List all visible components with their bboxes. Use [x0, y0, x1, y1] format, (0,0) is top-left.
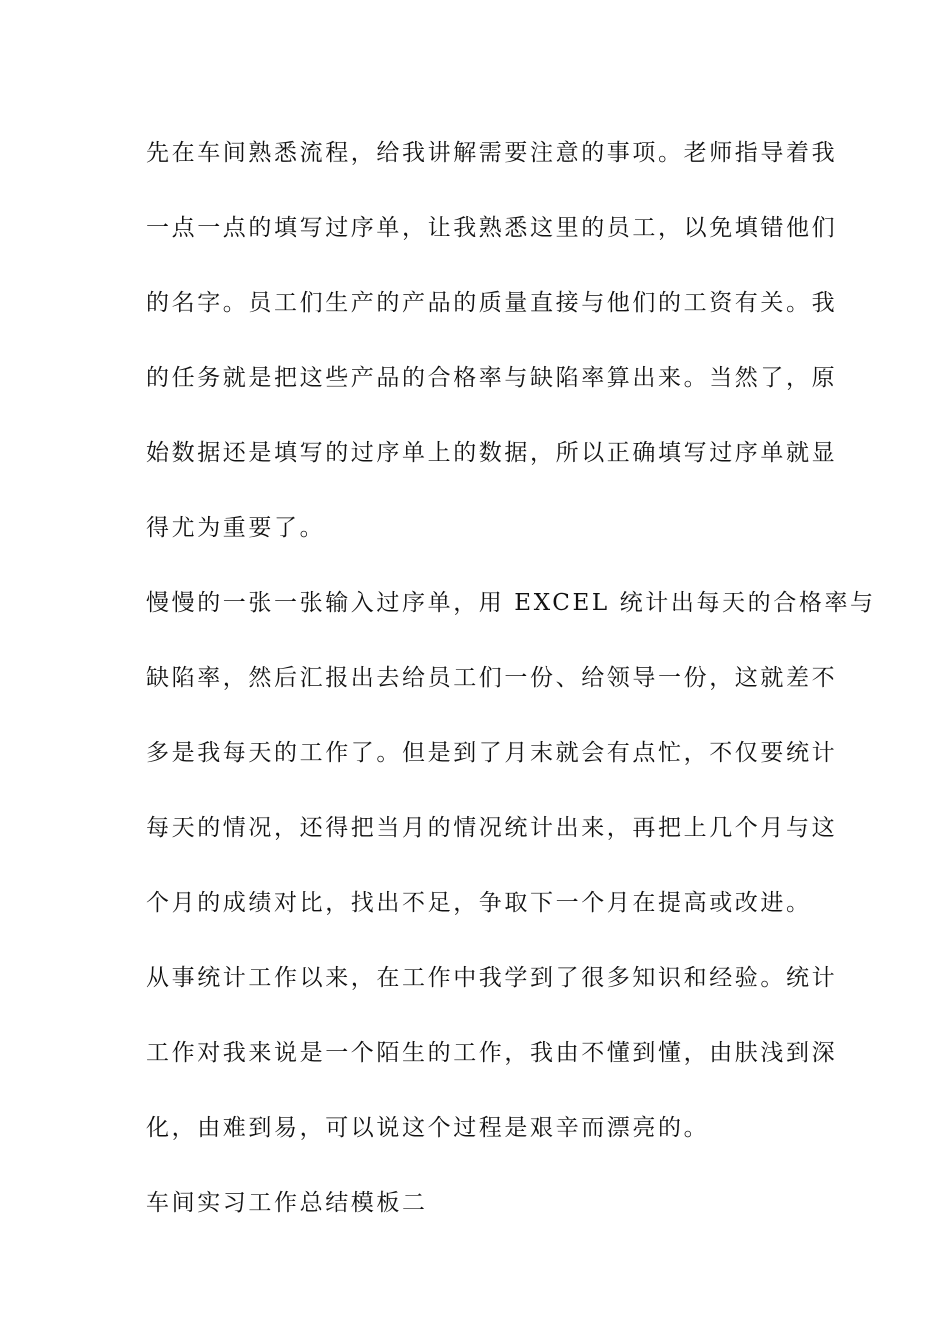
paragraph-line: 得尤为重要了。: [146, 515, 326, 541]
paragraph-line: 一点一点的填写过序单，让我熟悉这里的员工，以免填错他们: [146, 215, 838, 241]
paragraph-line: 化，由难到易，可以说这个过程是艰辛而漂亮的。: [146, 1115, 710, 1141]
paragraph-1: [146, 116, 838, 566]
paragraph-line: 先在车间熟悉流程，给我讲解需要注意的事项。老师指导着我: [146, 140, 838, 166]
paragraph-line: 工作对我来说是一个陌生的工作，我由不懂到懂，由肤浅到深: [146, 1040, 838, 1066]
paragraph-line: 多是我每天的工作了。但是到了月末就会有点忙，不仅要统计: [146, 740, 838, 766]
paragraph-line: 始数据还是填写的过序单上的数据，所以正确填写过序单就显: [146, 440, 838, 466]
paragraph-3: [146, 941, 838, 1166]
paragraph-line: 从事统计工作以来，在工作中我学到了很多知识和经验。统计: [146, 965, 838, 991]
paragraph-line: 个月的成绩对比，找出不足，争取下一个月在提高或改进。: [146, 890, 812, 916]
paragraph-2: [146, 566, 876, 941]
paragraph-line: 的任务就是把这些产品的合格率与缺陷率算出来。当然了，原: [146, 365, 838, 391]
paragraph-line: 缺陷率，然后汇报出去给员工们一份、给领导一份，这就差不: [146, 665, 838, 691]
paragraph-line: 的名字。员工们生产的产品的质量直接与他们的工资有关。我: [146, 290, 838, 316]
paragraph-line: 慢慢的一张一张输入过序单，用 EXCEL 统计出每天的合格率与: [146, 590, 876, 616]
section-heading: 车间实习工作总结模板二: [146, 1190, 428, 1216]
document-body: [146, 116, 876, 1241]
paragraph-line: 每天的情况，还得把当月的情况统计出来，再把上几个月与这: [146, 815, 838, 841]
